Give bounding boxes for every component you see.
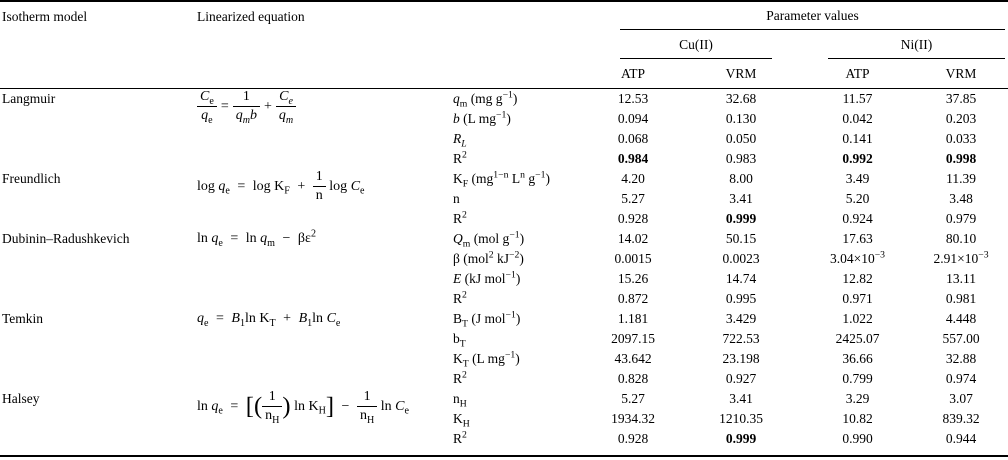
column-header-cu-atp: ATP [620, 66, 645, 81]
model-name: Freundlich [2, 171, 61, 186]
value-cell: 0.998 [945, 151, 977, 166]
value-cell: 5.20 [845, 191, 870, 206]
value-cell: 0.999 [725, 211, 757, 226]
parameter-label: $K_H$ [453, 411, 470, 430]
value-cell: 2097.15 [611, 331, 655, 346]
value-cell: 1934.32 [611, 411, 655, 426]
value-cell: 0.983 [725, 151, 757, 166]
value-cell: 722.53 [722, 331, 760, 346]
parameter-label: $R^2$ [453, 149, 467, 166]
parameter-label: $R^2$ [453, 369, 467, 386]
header-row-top [0, 1, 1008, 30]
value-cell: 32.68 [725, 91, 757, 106]
parameter-label: $R^2$ [453, 209, 467, 226]
column-header-isotherm-model: Isotherm model [2, 9, 88, 24]
model-name: Dubinin–Radushkevich [2, 231, 130, 246]
parameter-label: $R^2$ [453, 429, 467, 446]
value-cell: 0.928 [617, 211, 649, 226]
model-name: Temkin [2, 311, 44, 326]
value-cell: 80.10 [945, 231, 977, 246]
value-cell: 14.02 [617, 231, 649, 246]
value-cell: 0.974 [945, 371, 977, 386]
value-cell: 1.181 [617, 311, 649, 326]
value-cell: 12.53 [617, 91, 649, 106]
linearized-equation: $\ln q_e$ = [( $\frac{1}{n_H}$ ) $\ln K_H$] − $\frac{1}{n_H}$ $\ln C_e$ [197, 389, 409, 426]
column-header-ni [801, 30, 1008, 59]
value-cell: 0.050 [725, 131, 757, 146]
value-cell: 3.07 [949, 391, 973, 406]
value-cell: 0.944 [945, 431, 977, 446]
value-cell: 0.992 [842, 151, 873, 166]
value-cell: 0.995 [725, 291, 757, 306]
parameter-label: b (L $mg^{-1}$) [453, 109, 511, 126]
table-row [0, 229, 1008, 249]
column-header-cu [585, 30, 801, 59]
value-cell: 3.41 [729, 391, 753, 406]
value-cell: 557.00 [942, 331, 980, 346]
value-cell: 0.033 [945, 131, 977, 146]
value-cell: 1.022 [842, 311, 873, 326]
value-cell: 0.979 [945, 211, 977, 226]
column-header-ni-vrm: VRM [945, 66, 977, 81]
parameter-label: $K_T$ (L $mg^{-1}$) [453, 349, 520, 370]
value-cell: 0.068 [617, 131, 649, 146]
value-cell: 3.29 [845, 391, 870, 406]
parameter-label: E (kJ mol$^{-1}$) [453, 269, 521, 286]
value-cell: 13.11 [946, 271, 976, 286]
parameter-label: $R_L$ [453, 131, 467, 150]
value-cell: 3.429 [725, 311, 757, 326]
value-cell: 0.042 [842, 111, 873, 126]
parameter-label: β (mol$^2$ $kJ^{-2}$) [453, 249, 524, 266]
value-cell: 11.39 [946, 171, 976, 186]
table-body [0, 89, 1008, 457]
value-cell: 0.984 [617, 151, 649, 166]
value-cell: 1210.35 [719, 411, 763, 426]
column-header-linearized-equation: Linearized equation [197, 9, 305, 24]
model-name: Halsey [2, 391, 40, 406]
value-cell: 8.00 [729, 171, 753, 186]
parameter-label: $q_m$ (mg $g^{-1}$) [453, 89, 518, 110]
value-cell: 0.990 [842, 431, 873, 446]
value-cell: 0.0023 [722, 251, 760, 266]
linearized-equation: $\frac{C_e}{q_e}$ = $\frac{1}{q_mb}$ + $\frac{C_e}{q_m}$ [197, 89, 453, 170]
value-cell: 0.928 [617, 431, 649, 446]
value-cell: 37.85 [945, 91, 977, 106]
value-cell: 0.981 [945, 291, 977, 306]
column-header-parameter-values [585, 1, 1008, 30]
value-cell: 3.41 [729, 191, 753, 206]
value-cell: 0.130 [725, 111, 757, 126]
value-cell: 0.999 [725, 431, 757, 446]
table-row [0, 89, 1008, 110]
parameter-label: $Q_m$ (mol $g^{-1}$) [453, 229, 525, 250]
value-cell: 0.141 [842, 131, 873, 146]
value-cell: $3.04\times 10^{-3}$ [829, 249, 886, 266]
parameter-values-label: Parameter values [620, 2, 1005, 30]
table-header [0, 1, 1008, 89]
ni-label: Ni(II) [828, 30, 1005, 59]
value-cell: 0.872 [617, 291, 649, 306]
value-cell: 0.971 [842, 291, 873, 306]
parameter-label: $n_H$ [453, 391, 467, 410]
value-cell: 14.74 [725, 271, 757, 286]
value-cell: 0.927 [725, 371, 757, 386]
value-cell: 5.27 [621, 391, 645, 406]
table-row [0, 309, 1008, 329]
parameter-label: $b_T$ [453, 331, 466, 350]
value-cell: 10.82 [842, 411, 873, 426]
value-cell: 0.924 [842, 211, 873, 226]
parameter-label: $B_T$ (J mol$^{-1}$) [453, 309, 521, 330]
value-cell: 3.49 [845, 171, 870, 186]
value-cell: 0.828 [617, 371, 649, 386]
value-cell: 0.203 [945, 111, 977, 126]
value-cell: 32.88 [945, 351, 977, 366]
column-header-ni-atp: ATP [845, 66, 870, 81]
value-cell: 5.27 [621, 191, 645, 206]
value-cell: 3.48 [949, 191, 973, 206]
value-cell: 17.63 [842, 231, 873, 246]
value-cell: $2.91\times 10^{-3}$ [933, 249, 989, 266]
value-cell: 0.799 [842, 371, 873, 386]
value-cell: 36.66 [842, 351, 873, 366]
table-row [0, 389, 1008, 409]
value-cell: 0.0015 [614, 251, 652, 266]
table-row [0, 169, 1008, 189]
cu-label: Cu(II) [620, 30, 772, 59]
model-name: Langmuir [2, 91, 56, 106]
value-cell: 11.57 [842, 91, 873, 106]
value-cell: 23.198 [722, 351, 760, 366]
value-cell: 0.094 [617, 111, 649, 126]
value-cell: 4.448 [945, 311, 977, 326]
parameter-label: n [453, 191, 460, 206]
linearized-equation: $q_e = B_1\ln$ $K_T + B_1\ln$ $C_e$ [197, 311, 341, 329]
parameter-label: $K_F$ ($mg^{1-n}$ $L^n$ $g^{-1}$) [453, 169, 550, 190]
column-header-cu-vrm: VRM [725, 66, 757, 81]
linearized-equation: $\log q_e = \log K_F$ + $\frac{1}{n}$ $\log C_e$ [197, 169, 365, 204]
value-cell: 12.82 [842, 271, 873, 286]
value-cell: 2425.07 [835, 331, 880, 346]
value-cell: 15.26 [617, 271, 649, 286]
parameter-label: $R^2$ [453, 289, 467, 306]
value-cell: 839.32 [942, 411, 980, 426]
value-cell: 43.642 [614, 351, 652, 366]
column-header-parameter-spacer [453, 1, 585, 89]
value-cell: 50.15 [725, 231, 757, 246]
value-cell: 4.20 [621, 171, 645, 186]
linearized-equation: $\ln q_e = \ln q_m - \beta\varepsilon^2$ [197, 228, 316, 249]
